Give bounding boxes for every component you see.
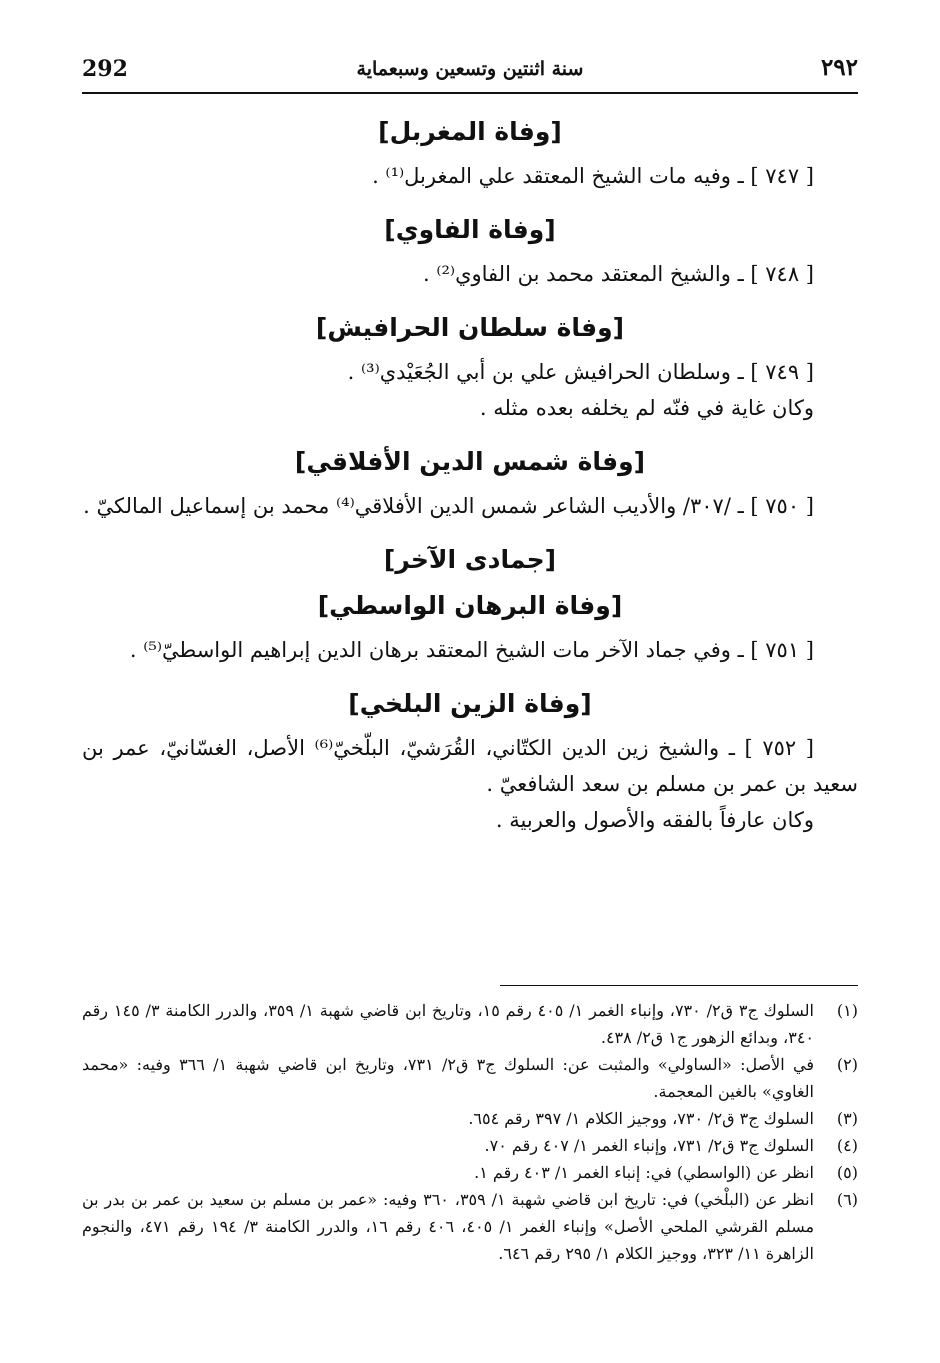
entry-752-note: وكان عارفاً بالفقه والأصول والعربية . [495, 808, 814, 832]
entry-747: [ ٧٤٧ ] ـ وفيه مات الشيخ المعتقد علي المغربل⁽¹⁾ . [372, 164, 814, 188]
entry-749-note: وكان غاية في فنّه لم يخلفه بعده مثله . [479, 396, 814, 420]
entry-749: [ ٧٤٩ ] ـ وسلطان الحرافيش علي بن أبي الجُعَيْدي⁽³⁾ . [347, 360, 814, 384]
entry-750: [ ٧٥٠ ] ـ /٣٠٧/ والأديب الشاعر شمس الدين الأفلاقي⁽⁴⁾ محمد بن إسماعيل المالكيّ . [83, 494, 814, 518]
footnote: (٦) انظر عن (البلْخي) في: تاريخ ابن قاضي شهبة ١/ ٣٥٩، ٣٦٠ وفيه: «عمر بن مسلم بن سعيد بن عمر بن بدر بن مسلم القرشي الملحي الأصل» وإنباء الغمر ١/ ٤٠٥، ٤٠٦ رقم ١٦، والدرر الكامنة ٣/ ١٩٤ رقم ٤٧١، والنجوم الزاهرة ١١/ ٣٢٣، ووجيز الكلام ١/ ٢٩٥ رقم ٦٤٦. [82, 1190, 858, 1263]
footnote: (٢) في الأصل: «الساولي» والمثبت عن: السلوك ج٣ ق٢/ ٧٣١، وتاريخ ابن قاضي شهبة ١/ ٣٦٦ وفيه: «محمد الغاوي» بالغين المعجمة. [82, 1055, 858, 1101]
page-number-latin: 292 [82, 56, 128, 82]
section-heading: [وفاة البرهان الواسطي] [317, 591, 623, 620]
page-header [82, 52, 858, 94]
footnotes [82, 997, 858, 1267]
section-heading: [وفاة شمس الدين الأفلاقي] [294, 447, 646, 476]
section-heading: [وفاة الفاوي] [384, 215, 556, 244]
section-heading: [وفاة الزين البلخي] [348, 689, 592, 718]
footnote: (١) السلوك ج٣ ق٢/ ٧٣٠، وإنباء الغمر ١/ ٤٠٥ رقم ١٥، وتاريخ ابن قاضي شهبة ١/ ٣٥٩، والدرر الكامنة ٣/ ١٤٥ رقم ٣٤٠، وبدائع الزهور ج١ ق٢/ ٤٣٨. [82, 1001, 858, 1047]
section-heading: [وفاة المغربل] [378, 117, 562, 146]
entry-751: [ ٧٥١ ] ـ وفي جماد الآخر مات الشيخ المعتقد برهان الدين إبراهيم الواسطيّ⁽⁵⁾ . [129, 638, 814, 662]
entry-748: [ ٧٤٨ ] ـ والشيخ المعتقد محمد بن الفاوي⁽²⁾ . [422, 262, 814, 286]
main-text [82, 112, 858, 838]
entry-752: [ ٧٥٢ ] ـ والشيخ زين الدين الكتّاني، القُرَشيّ، البلّخيّ⁽⁶⁾ الأصل، الغسّانيّ، عمر بن سعيد بن عمر بن مسلم بن سعد الشافعيّ . [82, 736, 858, 796]
footnote: (٤) السلوك ج٣ ق٢/ ٧٣١، وإنباء الغمر ١/ ٤٠٧ رقم ٧٠. [484, 1136, 858, 1155]
footnote: (٥) انظر عن (الواسطي) في: إنباء الغمر ١/ ٤٠٣ رقم ١. [474, 1163, 858, 1182]
section-heading: [وفاة سلطان الحرافيش] [315, 313, 625, 342]
section-heading: [جمادى الآخر] [383, 545, 557, 574]
footnote: (٣) السلوك ج٣ ق٢/ ٧٣٠، ووجيز الكلام ١/ ٣٩٧ رقم ٦٥٤. [468, 1109, 858, 1128]
footnote-rule [500, 985, 858, 986]
page-number-arabic: ٢٩٢ [820, 54, 858, 81]
running-title: سنة اثنتين وتسعين وسبعماية [356, 58, 584, 80]
